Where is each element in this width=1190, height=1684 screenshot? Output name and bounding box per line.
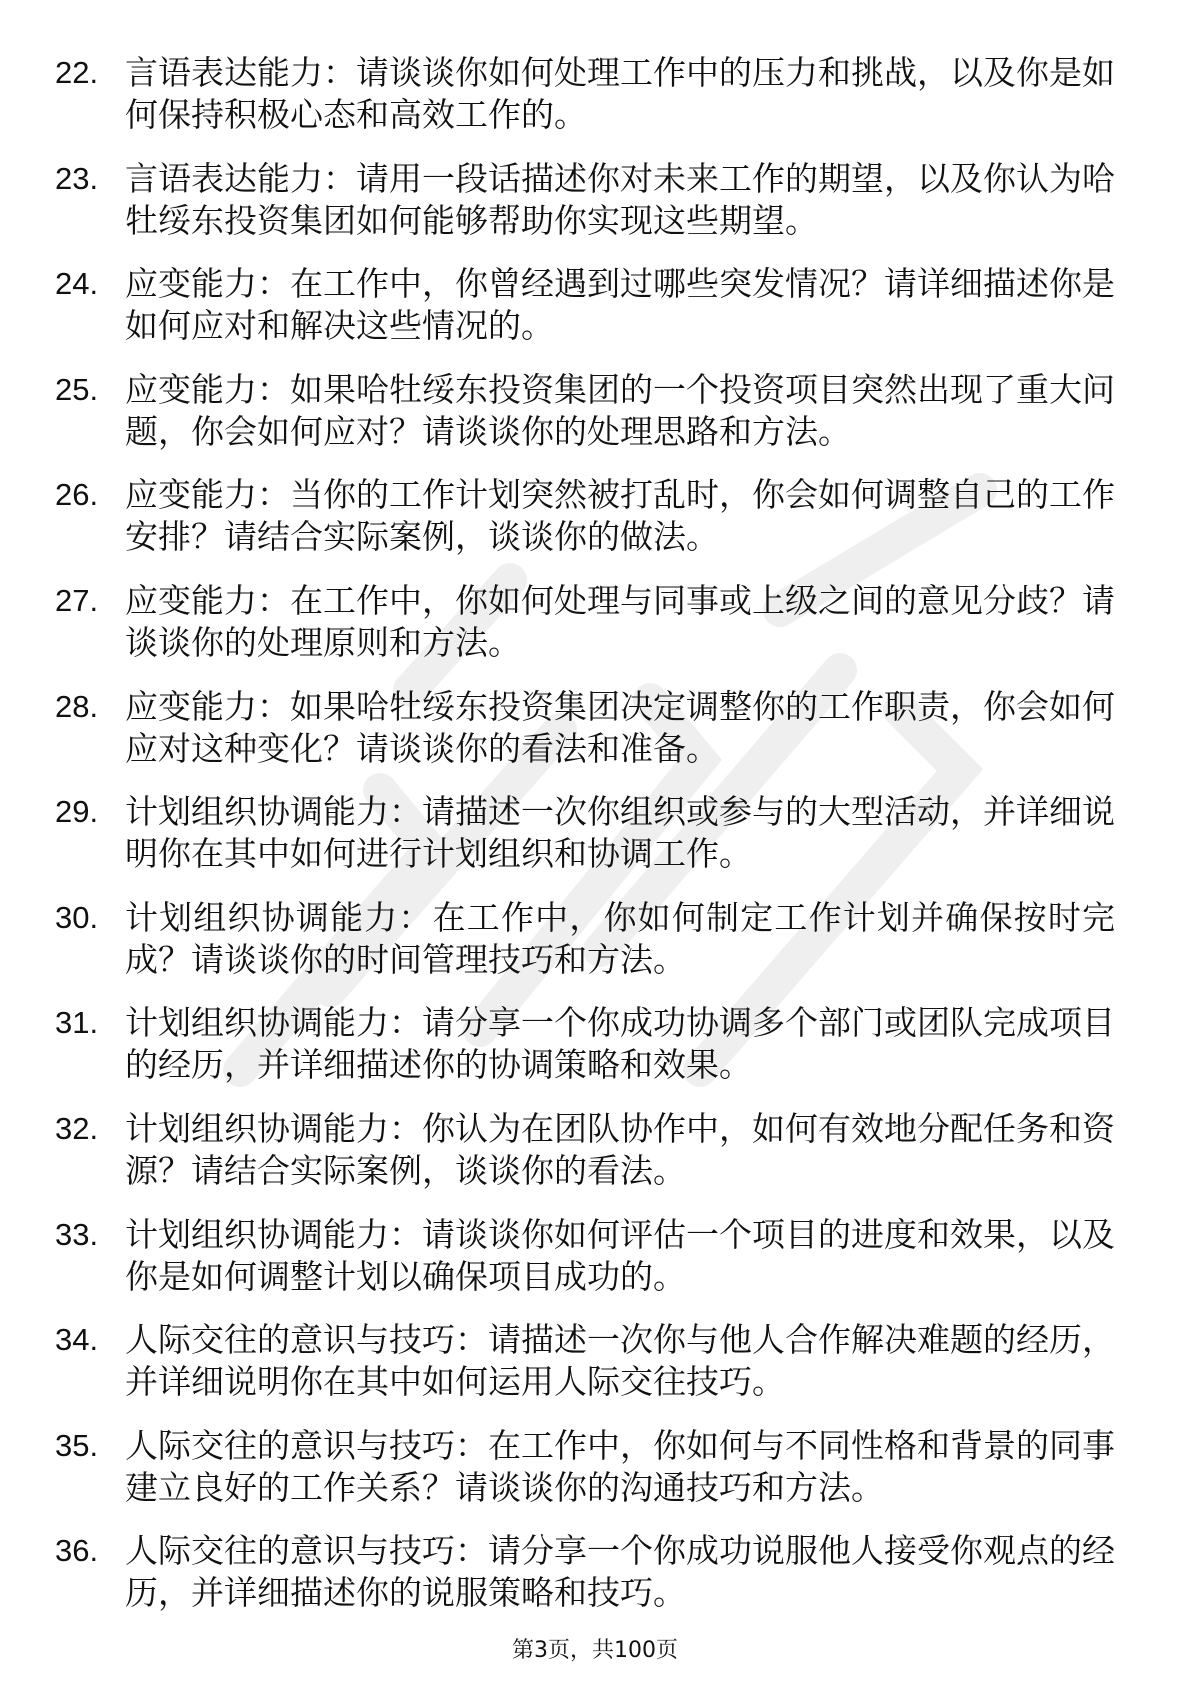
question-text: 计划组织协调能力：请谈谈你如何评估一个项目的进度和效果，以及你是如何调整计划以确保项目成功的。 xyxy=(125,1214,1115,1296)
list-item xyxy=(55,369,1115,453)
question-number: 31. xyxy=(55,1005,99,1041)
question-text: 计划组织协调能力：请描述一次你组织或参与的大型活动，并详细说明你在其中如何进行计划组织和协调工作。 xyxy=(125,792,1115,874)
question-text: 应变能力：如果哈牡绥东投资集团决定调整你的工作职责，你会如何应对这种变化？请谈谈你的看法和准备。 xyxy=(125,686,1115,768)
question-number: 28. xyxy=(55,688,99,724)
question-number: 36. xyxy=(55,1533,99,1569)
question-number: 32. xyxy=(55,1110,99,1146)
question-number: 33. xyxy=(55,1216,99,1252)
question-text: 计划组织协调能力：在工作中，你如何制定工作计划并确保按时完成？请谈谈你的时间管理技巧和方法。 xyxy=(125,897,1115,979)
question-text: 言语表达能力：请谈谈你如何处理工作中的压力和挑战，以及你是如何保持积极心态和高效工作的。 xyxy=(125,53,1115,134)
list-item xyxy=(55,1319,1115,1403)
page-footer: 第3页，共100页 xyxy=(512,1638,678,1663)
question-number: 26. xyxy=(55,477,99,513)
list-item xyxy=(55,52,1115,136)
list-item xyxy=(55,1108,1115,1192)
question-text: 计划组织协调能力：你认为在团队协作中，如何有效地分配任务和资源？请结合实际案例，谈谈你的看法。 xyxy=(125,1108,1115,1190)
list-item xyxy=(55,580,1115,664)
list-item xyxy=(55,686,1115,770)
question-text: 应变能力：当你的工作计划突然被打乱时，你会如何调整自己的工作安排？请结合实际案例，谈谈你的做法。 xyxy=(125,475,1115,557)
list-item xyxy=(55,263,1115,347)
list-item xyxy=(55,158,1115,242)
list-item xyxy=(55,897,1115,981)
list-item xyxy=(55,791,1115,875)
question-list xyxy=(55,52,1115,1636)
question-number: 35. xyxy=(55,1427,99,1463)
question-number: 23. xyxy=(55,160,99,196)
question-number: 24. xyxy=(55,266,99,302)
question-number: 27. xyxy=(55,582,99,618)
list-item xyxy=(55,1214,1115,1298)
question-text: 应变能力：在工作中，你曾经遇到过哪些突发情况？请详细描述你是如何应对和解决这些情况的。 xyxy=(125,264,1115,346)
question-text: 人际交往的意识与技巧：请分享一个你成功说服他人接受你观点的经历，并详细描述你的说服策略和技巧。 xyxy=(125,1531,1115,1613)
question-text: 人际交往的意识与技巧：在工作中，你如何与不同性格和背景的同事建立良好的工作关系？请谈谈你的沟通技巧和方法。 xyxy=(125,1425,1115,1507)
question-text: 计划组织协调能力：请分享一个你成功协调多个部门或团队完成项目的经历，并详细描述你的协调策略和效果。 xyxy=(125,1003,1115,1085)
question-number: 22. xyxy=(55,55,99,90)
question-text: 应变能力：如果哈牡绥东投资集团的一个投资项目突然出现了重大问题，你会如何应对？请谈谈你的处理思路和方法。 xyxy=(125,369,1115,451)
question-text: 应变能力：在工作中，你如何处理与同事或上级之间的意见分歧？请谈谈你的处理原则和方法。 xyxy=(125,580,1115,662)
list-item xyxy=(55,1530,1115,1614)
question-number: 30. xyxy=(55,899,99,935)
list-item xyxy=(55,1425,1115,1509)
question-text: 言语表达能力：请用一段话描述你对未来工作的期望，以及你认为哈牡绥东投资集团如何能够帮助你实现这些期望。 xyxy=(125,158,1115,240)
question-number: 25. xyxy=(55,371,99,407)
question-text: 人际交往的意识与技巧：请描述一次你与他人合作解决难题的经历，并详细说明你在其中如何运用人际交往技巧。 xyxy=(125,1320,1115,1402)
list-item xyxy=(55,474,1115,558)
list-item xyxy=(55,1002,1115,1086)
question-number: 34. xyxy=(55,1322,99,1358)
question-number: 29. xyxy=(55,794,99,830)
